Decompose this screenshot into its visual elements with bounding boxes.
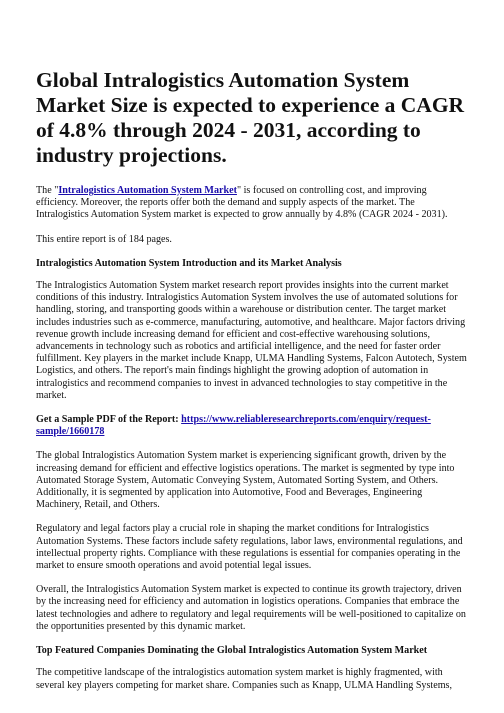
intro-paragraph [36,185,468,222]
sample-pdf-link[interactable]: https://www.reliableresearchreports.com/enquiry/request-sample/1660178 [36,414,431,438]
section-heading-introduction: Intralogistics Automation System Introduction and its Market Analysis [36,257,342,269]
page-title: Global Intralogistics Automation System Market Size is expected to experience a CAGR of 4.8% through 2024 - 2031, according to industry projections. [36,68,465,167]
sample-pdf-label: Get a Sample PDF of the Report: [36,414,182,426]
competitive-landscape-paragraph: The competitive landscape of the intralogistics automation system market is highly fragmented, with several key players competing for market share. Companies such as Knapp, ULMA Handling Systems, [36,667,452,691]
regulatory-paragraph: Regulatory and legal factors play a crucial role in shaping the market conditions for Intralogistics Automation Systems. These factors include safety regulations, labor laws, environmental regulations, and intellectual property rights. Compliance with these regulations is essential for companies operating in the market to ensure smooth operations and avoid potential legal issues. [36,523,463,572]
introduction-paragraph: The Intralogistics Automation System market research report provides insights into the current market conditions of this industry. Intralogistics Automation System involves the use of automated solutions for handling, storing, and transporting goods within a warehouse or distribution center. The target market includes industries such as e-commerce, manufacturing, automotive, and healthcare. Major factors driving revenue growth include increasing demand for efficient and cost-effective warehousing solutions, advancements in technology such as robotics and artificial intelligence, and the need for faster order fulfillment. Key players in the market include Knapp, ULMA Handling Systems, Falcon Autotech, System Logistics, and others. The report's main findings highlight the growing adoption of automation in intralogistics and recommend companies to invest in advanced technologies to stay competitive in the market. [36,280,467,401]
sample-pdf-line [36,414,468,438]
market-report-link[interactable]: Intralogistics Automation System Market [58,185,237,196]
intro-prefix: The " [36,185,59,196]
intro-suffix: " is focused on controlling cost, and improving efficiency. Moreover, the reports offer both the demand and supply aspects of the market. The Intralogistics Automation System market is expected to grow annually by 4.8% (CAGR 2024 - 2031). [36,185,448,221]
pages-note: This entire report is of 184 pages. [36,233,172,245]
section-heading-companies: Top Featured Companies Dominating the Global Intralogistics Automation System Market [36,645,428,657]
segmentation-paragraph: The global Intralogistics Automation System market is experiencing significant growth, driven by the increasing demand for efficient and effective logistics operations. The market is segmented by type into Automated Storage System, Automatic Conveying System, Automated Sorting System, and Others. Additionally, it is segmented by application into Automotive, Food and Beverages, Engineering Machinery, Retail, and Others. [36,450,455,511]
outlook-paragraph: Overall, the Intralogistics Automation System market is expected to continue its growth trajectory, driven by the increasing need for efficiency and automation in logistics operations. Companies that embrace the latest technologies and adhere to regulatory and legal requirements will be well-positioned to capitalize on the opportunities presented by this dynamic market. [36,584,466,632]
